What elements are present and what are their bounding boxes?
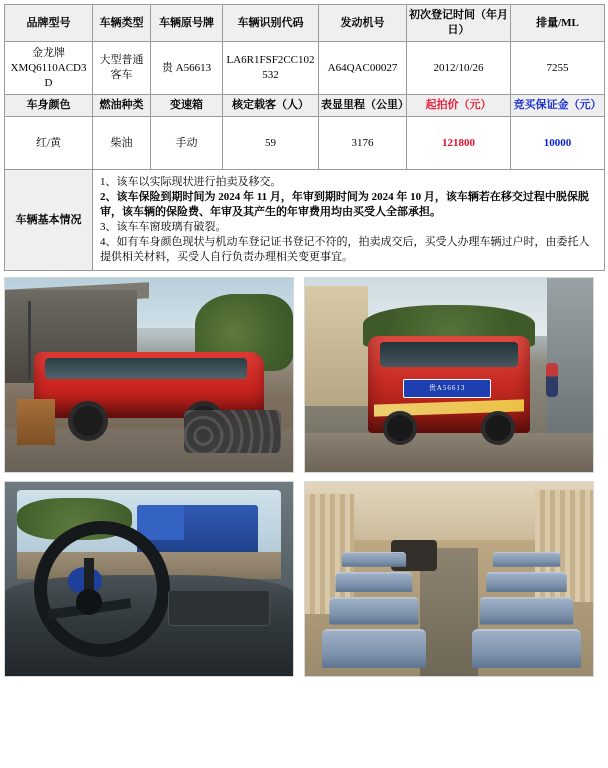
value-fuel-type: 柴油 — [93, 117, 151, 170]
license-plate: 贵A56613 — [403, 379, 491, 398]
header-original-plate: 车辆原号牌 — [151, 5, 223, 42]
table-row-headers-2 — [5, 95, 605, 117]
value-original-plate: 贵 A56613 — [151, 42, 223, 95]
seat — [336, 572, 413, 592]
header-first-registration: 初次登记时间（年月日） — [407, 5, 511, 42]
person-figure — [546, 363, 558, 397]
value-odometer: 3176 — [319, 117, 407, 170]
wooden-chair — [17, 399, 55, 445]
seat — [342, 552, 406, 567]
header-odometer: 表显里程（公里） — [319, 95, 407, 117]
value-first-registration: 2012/10/26 — [407, 42, 511, 95]
header-vin: 车辆识别代码 — [223, 5, 319, 42]
seat-column-right — [472, 552, 581, 676]
pole — [28, 301, 31, 379]
note-item-3: 3、该车车窗玻璃有破裂。 — [100, 221, 227, 233]
header-starting-price: 起拍价（元） — [407, 95, 511, 117]
vehicle-info-table — [4, 4, 605, 271]
bus-wheel-left — [383, 411, 417, 445]
notes-label: 车辆基本情况 — [5, 170, 93, 271]
stacked-tyres — [184, 410, 282, 453]
value-seating-capacity: 59 — [223, 117, 319, 170]
rear-window — [380, 342, 518, 367]
seat — [493, 552, 561, 567]
seat — [322, 629, 426, 668]
table-row-notes — [5, 170, 605, 271]
value-brand-model: 金龙牌XMQ6110ACD3D — [5, 42, 93, 95]
bus-window-strip — [45, 358, 247, 379]
seat — [330, 597, 419, 624]
note-item-2: 2、该车保险到期时间为 2024 年 11 月，年审到期时间为 2024 年 10 月，该车辆若在移交过程中脱保脱审，该车辆的保险费、年审及其产生的年审费用均由买受人全部承担。 — [100, 191, 589, 218]
table-row-headers-1 — [5, 5, 605, 42]
notes-cell — [93, 170, 605, 271]
steering-hub — [34, 547, 144, 657]
ground-region — [305, 433, 593, 472]
header-deposit: 竞买保证金（元） — [511, 95, 605, 117]
seat-column-left — [322, 552, 426, 676]
value-displacement: 7255 — [511, 42, 605, 95]
value-gearbox: 手动 — [151, 117, 223, 170]
header-fuel-type: 燃油种类 — [93, 95, 151, 117]
seat — [480, 597, 574, 624]
photo-gallery — [4, 277, 604, 677]
note-item-1: 1、该车以实际现状进行拍卖及移交。 — [100, 176, 282, 188]
value-engine-no: A64QAC00027 — [319, 42, 407, 95]
photo-interior-seats — [304, 481, 594, 677]
value-starting-price: 121800 — [407, 117, 511, 170]
header-seating-capacity: 核定载客（人） — [223, 95, 319, 117]
table-row-values-1 — [5, 42, 605, 95]
table-row-values-2 — [5, 117, 605, 170]
value-vin: LA6R1FSF2CC102532 — [223, 42, 319, 95]
header-displacement: 排量/ML — [511, 5, 605, 42]
note-item-4: 4、如有车身颜色现状与机动车登记证书登记不符的，拍卖成交后，买受人办理车辆过户时，由委托人提供相关材料，买受人自行负责办理相关变更事宜。 — [100, 236, 590, 263]
header-brand-model: 品牌型号 — [5, 5, 93, 42]
header-gearbox: 变速箱 — [151, 95, 223, 117]
seat — [486, 572, 567, 592]
photo-driver-cabin — [4, 481, 294, 677]
header-body-color: 车身颜色 — [5, 95, 93, 117]
header-vehicle-type: 车辆类型 — [93, 5, 151, 42]
seat — [472, 629, 581, 668]
header-engine-no: 发动机号 — [319, 5, 407, 42]
photo-bus-side-red — [4, 277, 294, 473]
photo-bus-rear — [304, 277, 594, 473]
value-vehicle-type: 大型普通客车 — [93, 42, 151, 95]
left-wall — [305, 286, 368, 406]
bus-wheel-right — [481, 411, 515, 445]
instrument-panel — [168, 590, 270, 626]
right-wall — [547, 278, 593, 433]
value-body-color: 红/黄 — [5, 117, 93, 170]
value-deposit: 10000 — [511, 117, 605, 170]
